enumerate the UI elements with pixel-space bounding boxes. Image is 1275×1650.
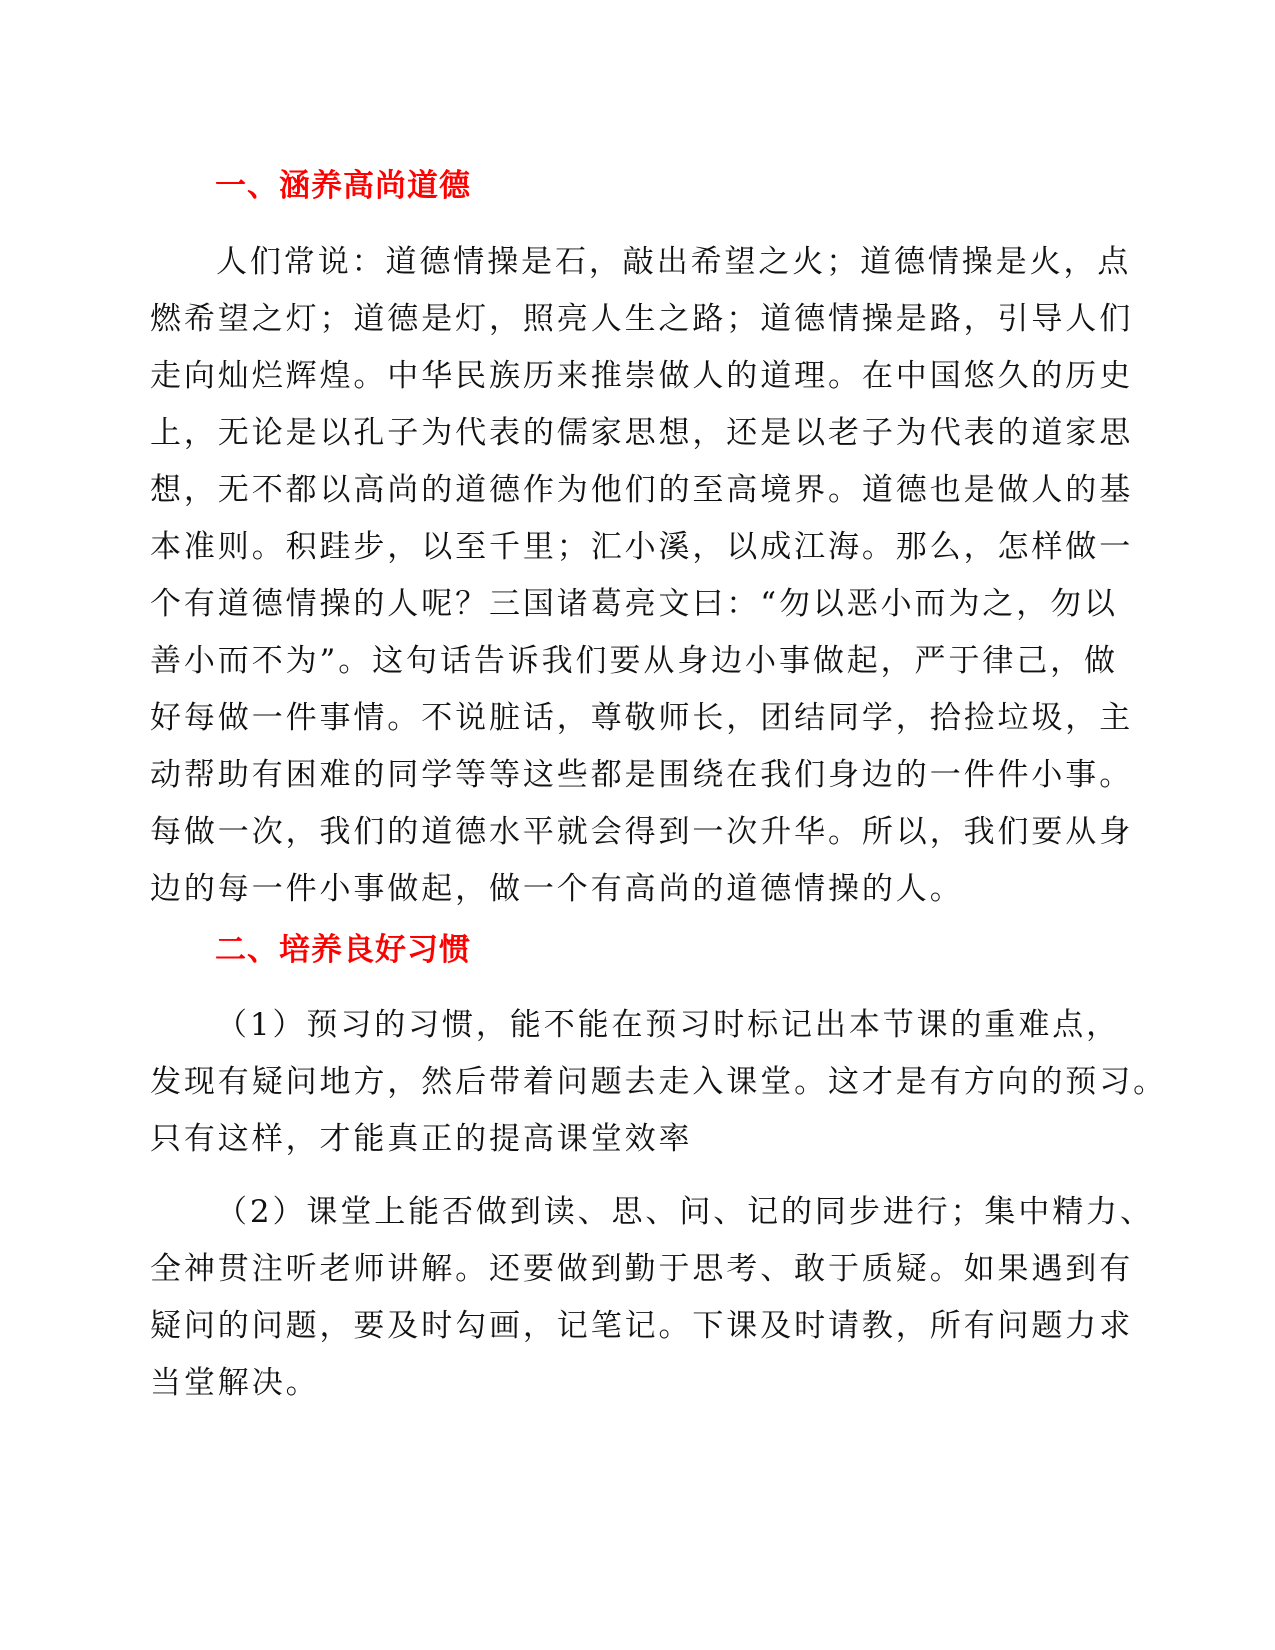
paragraph-moral — [150, 234, 1135, 918]
paragraph-line: 疑问的问题，要及时勾画，记笔记。下课及时请教，所有问题力求 — [150, 1308, 1134, 1344]
paragraph-line: 走向灿烂辉煌。中华民族历来推崇做人的道理。在中国悠久的历史 — [150, 358, 1134, 394]
paragraph-line: 每做一次，我们的道德水平就会得到一次升华。所以，我们要从身 — [150, 814, 1134, 850]
section-heading-moral: 一、涵养高尚道德 — [215, 168, 471, 204]
paragraph-line: （2）课堂上能否做到读、思、问、记的同步进行；集中精力、 — [216, 1194, 1154, 1230]
section-heading-habits: 二、培养良好习惯 — [215, 932, 471, 968]
paragraph-preview-habit — [150, 997, 1167, 1168]
paragraph-line: 燃希望之灯；道德是灯，照亮人生之路；道德情操是路，引导人们 — [150, 301, 1134, 337]
paragraph-line: 只有这样，才能真正的提高课堂效率 — [150, 1121, 693, 1157]
paragraph-line: （1）预习的习惯，能不能在预习时标记出本节课的重难点， — [216, 1007, 1121, 1043]
paragraph-line: 边的每一件小事做起，做一个有高尚的道德情操的人。 — [150, 871, 964, 907]
paragraph-line: 想，无不都以高尚的道德作为他们的至高境界。道德也是做人的基 — [150, 472, 1134, 508]
paragraph-line: 全神贯注听老师讲解。还要做到勤于思考、敢于质疑。如果遇到有 — [150, 1251, 1134, 1287]
paragraph-line: 善小而不为”。这句话告诉我们要从身边小事做起，严于律己，做 — [150, 643, 1118, 679]
paragraph-line: 上，无论是以孔子为代表的儒家思想，还是以老子为代表的道家思 — [150, 415, 1134, 451]
paragraph-line: 动帮助有困难的同学等等这些都是围绕在我们身边的一件件小事。 — [150, 757, 1134, 793]
paragraph-line: 当堂解决。 — [150, 1365, 320, 1401]
paragraph-line: 个有道德情操的人呢？三国诸葛亮文曰：“勿以恶小而为之，勿以 — [150, 586, 1118, 622]
paragraph-line: 发现有疑问地方，然后带着问题去走入课堂。这才是有方向的预习。 — [150, 1064, 1167, 1100]
paragraph-line: 人们常说：道德情操是石，敲出希望之火；道德情操是火，点 — [216, 244, 1132, 280]
paragraph-class-habit — [150, 1184, 1154, 1412]
paragraph-line: 本准则。积跬步，以至千里；汇小溪，以成江海。那么，怎样做一 — [150, 529, 1134, 565]
paragraph-line: 好每做一件事情。不说脏话，尊敬师长，团结同学，拾捡垃圾，主 — [150, 700, 1134, 736]
